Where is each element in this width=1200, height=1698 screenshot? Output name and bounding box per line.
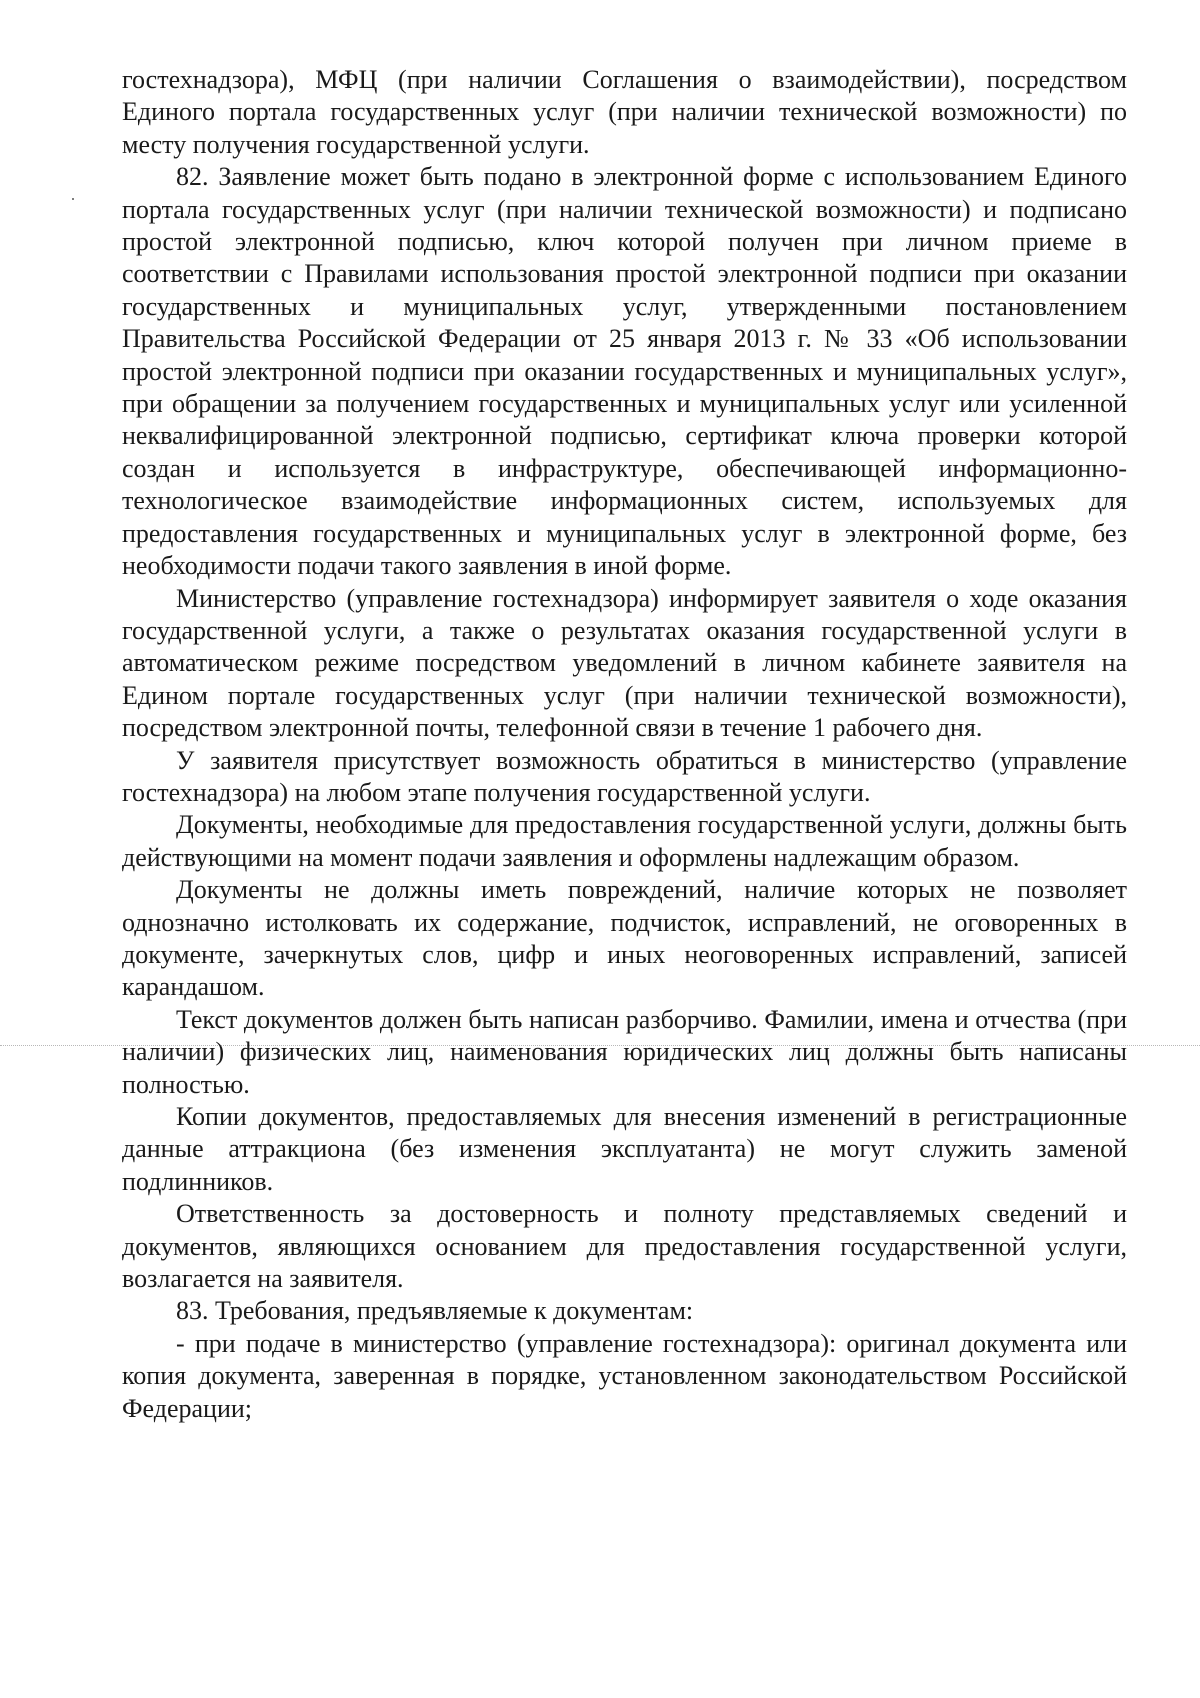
paragraph-requirement-ministry: - при подаче в министерство (управление гостехнадзора): оригинал документа или копия документа, заверенная в порядке, установленном законодательством Российской Федерации; xyxy=(122,1328,1127,1423)
paragraph-ministry-informs: Министерство (управление гостехнадзора) информирует заявителя о ходе оказания государственной услуги, а также о результатах оказания государственной услуги в автоматическом режиме посредством уведомлений в личном кабинете заявителя на Едином портале государственных услуг (при наличии технической возможности), посредством электронной почты, телефонной связи в течение 1 рабочего дня. xyxy=(122,583,1127,743)
paragraph-copies: Копии документов, предоставляемых для внесения изменений в регистрационные данные аттракциона (без изменения эксплуатанта) не могут служить заменой подлинников. xyxy=(122,1102,1127,1196)
paragraph-responsibility: Ответственность за достоверность и полноту представляемых сведений и документов, являющихся основанием для предоставления государственной услуги, возлагается на заявителя. xyxy=(122,1199,1127,1294)
paragraph-83-requirements: 83. Требования, предъявляемые к документам: xyxy=(176,1296,694,1326)
paragraph-text-legible: Текст документов должен быть написан разборчиво. Фамилии, имена и отчества (при наличии) физических лиц, наименования юридических лиц должны быть написаны полностью. xyxy=(122,1004,1127,1099)
paragraph-82-electronic-submission: 82. Заявление может быть подано в электронной форме с использованием Единого портала государственных услуг (при наличии технической возможности) и подписано простой электронной подписью, ключ которой получен при личном приеме в соответствии с Правилами использования простой электронной подписи при оказании государственных и муниципальных услуг, утвержденными постановлением Правительства Российской Федерации от 25 января 2013 г. № 33 «Об использовании простой электронной подписи при оказании государственных и муниципальных услуг», при обращении за получением государственных и муниципальных услуг или усиленной неквалифицированной электронной подписью, сертификат ключа проверки которой создан и используется в инфраструктуре, обеспечивающей информационно-технологическое взаимодействие информационных систем, используемых для предоставления государственных и муниципальных услуг в электронной форме, без необходимости подачи такого заявления в иной форме. xyxy=(122,162,1127,581)
paragraph-documents-damage: Документы не должны иметь повреждений, наличие которых не позволяет однозначно истолковать их содержание, подчисток, исправлений, не оговоренных в документе, зачеркнутых слов, цифр и иных неоговоренных исправлений, записей карандашом. xyxy=(122,875,1127,1002)
paragraph-applicant-possibility: У заявителя присутствует возможность обратиться в министерство (управление гостехнадзора) на любом этапе получения государственной услуги. xyxy=(122,745,1127,807)
document-body xyxy=(122,64,1127,1425)
paragraph-documents-valid: Документы, необходимые для предоставления государственной услуги, должны быть действующими на момент подачи заявления и оформлены надлежащим образом. xyxy=(122,810,1127,872)
scan-artifact-dot xyxy=(72,198,74,200)
paragraph-continuation: гостехнадзора), МФЦ (при наличии Соглашения о взаимодействии), посредством Единого портала государственных услуг (при наличии технической возможности) по месту получения государственной услуги. xyxy=(122,65,1127,159)
